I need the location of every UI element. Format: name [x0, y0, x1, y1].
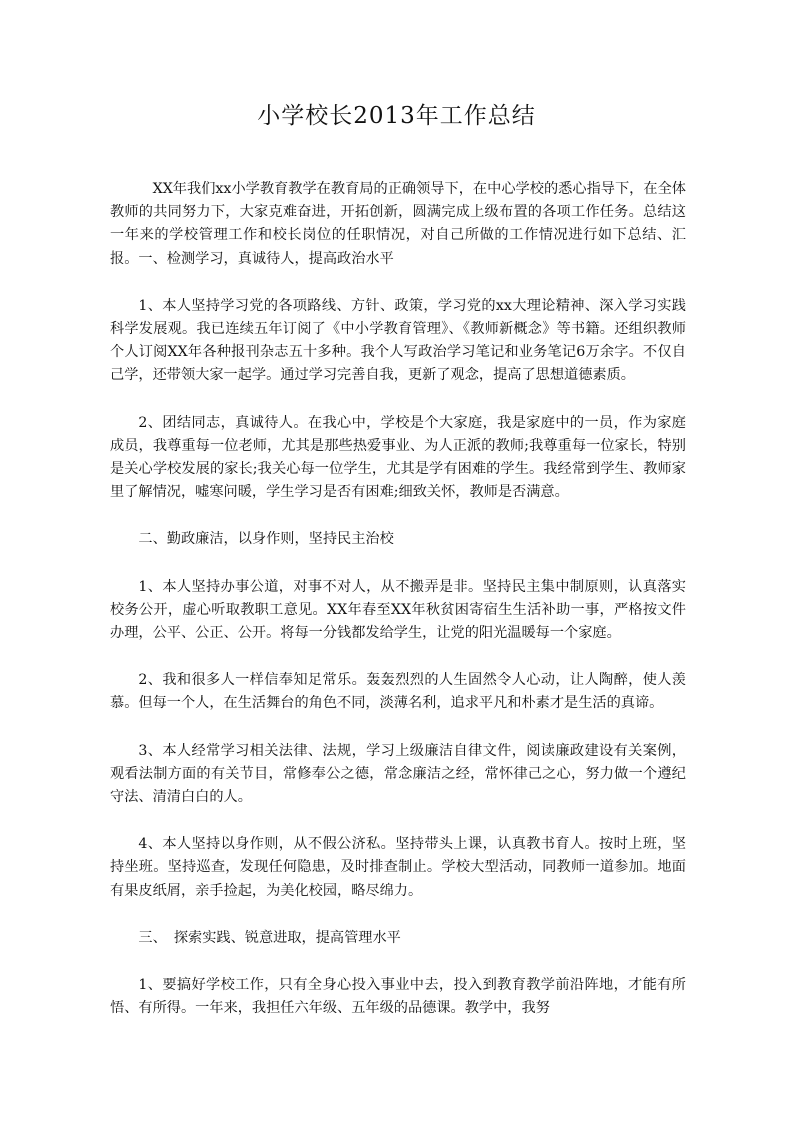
paragraph-law-study: 3、本人经常学习相关法律、法规，学习上级廉洁自律文件，阅读廉政建设有关案例，观看法制方面的有关节目，常修奉公之德，常念廉洁之经，常怀律己之心，努力做一个遵纪守法、清清白白的人。: [110, 742, 686, 806]
paragraph-political-study: 1、本人坚持学习党的各项路线、方针、政策，学习党的xx大理论精神、深入学习实践科学发展观。我已连续五年订阅了《中小学教育管理》、《教师新概念》等书籍。还组织教师个人订阅XX年各种报刊杂志五十多种。我个人写政治学习笔记和业务笔记6万余字。不仅自己学，还带领大家一起学。通过学习完善自我，更新了观念，提高了思想道德素质。: [110, 297, 686, 384]
paragraph-lead-by-example: 4、本人坚持以身作则，从不假公济私。坚持带头上课，认真教书育人。按时上班，坚持坐班。坚持巡查，发现任何隐患，及时排查制止。学校大型活动，同教师一道参加。地面有果皮纸屑，亲手捡起，为美化校园，略尽绵力。: [110, 836, 686, 899]
paragraph-contentment: 2、我和很多人一样信奉知足常乐。轰轰烈烈的人生固然令人心动，让人陶醉，使人羡慕。但每一个人，在生活舞台的角色不同，淡薄名利，追求平凡和朴素才是生活的真谛。: [110, 672, 686, 712]
paragraph-fairness: 1、本人坚持办事公道，对事不对人，从不搬弄是非。坚持民主集中制原则，认真落实校务公开，虚心听取教职工意见。XX年春至XX年秋贫困寄宿生生活补助一事，严格按文件办理，公平、公正、公开。将每一分钱都发给学生，让党的阳光温暖每一个家庭。: [110, 578, 686, 642]
document-body: [110, 178, 686, 1020]
paragraph-teaching: 1、要搞好学校工作，只有全身心投入事业中去，投入到教育教学前沿阵地，才能有所悟、有所得。一年来，我担任六年级、五年级的品德课。教学中，我努: [110, 977, 686, 1017]
paragraph-unity: 2、团结同志，真诚待人。在我心中，学校是个大家庭，我是家庭中的一员，作为家庭成员，我尊重每一位老师，尤其是那些热爱事业、为人正派的教师;我尊重每一位家长，特别是关心学校发展的家长;我关心每一位学生，尤其是学有困难的学生。我经常到学生、教师家里了解情况，嘘寒问暖，学生学习是否有困难;细致关怀，教师是否满意。: [110, 414, 686, 501]
paragraph-intro: XX年我们xx小学教育教学在教育局的正确领导下，在中心学校的悉心指导下，在全体教师的共同努力下，大家克难奋进，开拓创新，圆满完成上级布置的各项工作任务。总结这一年来的学校管理工作和校长岗位的任职情况，对自己所做的工作情况进行如下总结、汇报。一、检测学习，真诚待人，提高政治水平: [110, 181, 686, 267]
document-title: 小学校长2013年工作总结: [257, 103, 536, 129]
section-heading-integrity: 二、勤政廉洁，以身作则，坚持民主治校: [138, 531, 394, 548]
section-heading-management: 三、 探索实践、锐意进取，提高管理水平: [138, 929, 401, 946]
